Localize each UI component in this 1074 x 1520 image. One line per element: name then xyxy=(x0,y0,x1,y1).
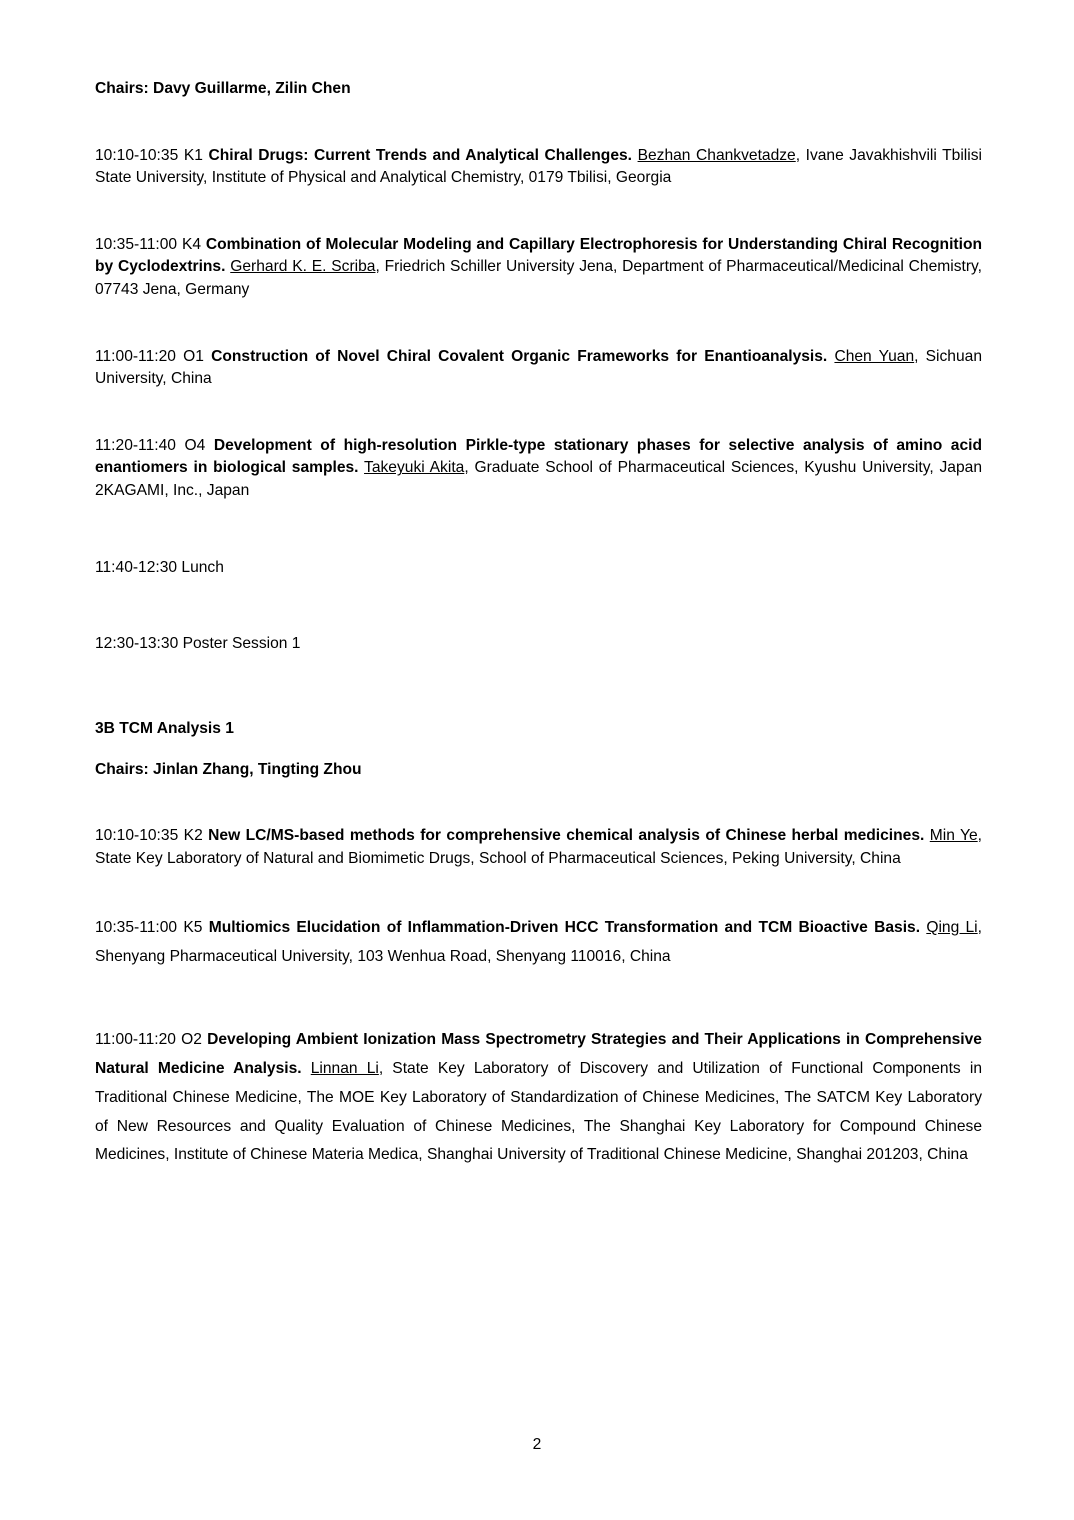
spacer xyxy=(95,781,982,825)
talk-affiliation: , Friedrich Schiller University Jena, Department of Pharmaceutical/Medicinal Chemistry, 07743 Jena, Germany xyxy=(95,258,982,299)
talk-title: Combination of Molecular Modeling and Capillary Electrophoresis for Understanding Chiral Recognition by Cyclodextrins. xyxy=(95,235,982,276)
talk-code: O4 xyxy=(184,436,206,454)
talk-affiliation: , Ivane Javakhishvili Tbilisi State University, Institute of Physical and Analytical Chemistry, 0179 Tbilisi, Georgia xyxy=(95,146,982,187)
talk-presenter: Min Ye xyxy=(929,827,978,845)
talk-affiliation: , State Key Laboratory of Natural and Biomimetic Drugs, School of Pharmaceutical Sciences, Peking University, China xyxy=(95,827,983,867)
talk-presenter: Chen Yuan xyxy=(834,347,915,365)
session-2-chairs: Chairs: Jinlan Zhang, Tingting Zhou xyxy=(95,760,362,778)
talk-time: 11:00-11:20 xyxy=(95,347,176,365)
talk-affiliation: , Shenyang Pharmaceutical University, 103 Wenhua Road, Shenyang 110016, China xyxy=(95,919,982,966)
talk-entry-k4 xyxy=(95,234,982,302)
spacer xyxy=(95,972,982,1016)
spacer xyxy=(95,190,982,234)
section-title-3b: 3B TCM Analysis 1 xyxy=(95,719,234,737)
talk-time: 11:20-11:40 xyxy=(95,436,176,454)
talk-time: 11:00-11:20 xyxy=(95,1031,176,1049)
talk-entry-k1 xyxy=(95,145,982,190)
spacer xyxy=(95,503,982,547)
talk-presenter: Linnan Li xyxy=(310,1059,379,1077)
spacer xyxy=(95,579,982,623)
talk-time: 10:10-10:35 xyxy=(95,827,179,845)
talk-presenter: Gerhard K. E. Scriba xyxy=(230,258,376,276)
talk-title: Developing Ambient Ionization Mass Spectrometry Strategies and Their Applications in Comprehensive Natural Medicine Analysis. xyxy=(95,1031,982,1077)
break-poster-session: 12:30-13:30 Poster Session 1 xyxy=(95,635,301,653)
talk-title: Chiral Drugs: Current Trends and Analytical Challenges. xyxy=(208,146,633,164)
talk-presenter: Takeyuki Akita xyxy=(364,459,465,477)
talk-entry-o4 xyxy=(95,435,982,503)
spacer xyxy=(95,741,982,759)
talk-title: Construction of Novel Chiral Covalent Organic Frameworks for Enantioanalysis. xyxy=(211,347,828,365)
spacer xyxy=(95,101,982,145)
talk-code: O1 xyxy=(183,347,204,365)
talk-title: New LC/MS-based methods for comprehensive chemical analysis of Chinese herbal medicines. xyxy=(208,827,925,845)
talk-entry-o2 xyxy=(95,1026,982,1170)
spacer xyxy=(95,547,982,557)
page-number: 2 xyxy=(532,1436,542,1453)
spacer xyxy=(95,870,982,914)
talk-affiliation: , Sichuan University, China xyxy=(95,347,982,388)
talk-title: Development of high-resolution Pirkle-type stationary phases for selective analysis of amino acid enantiomers in biological samples. xyxy=(95,436,982,477)
talk-time: 10:10-10:35 xyxy=(95,146,179,164)
talk-code: O2 xyxy=(181,1031,202,1049)
talk-title: Multiomics Elucidation of Inflammation-Driven HCC Transformation and TCM Bioactive Basis. xyxy=(208,919,921,937)
spacer xyxy=(95,700,982,718)
break-lunch: 11:40-12:30 Lunch xyxy=(95,558,224,576)
talk-code: K4 xyxy=(181,235,202,253)
spacer xyxy=(95,623,982,633)
talk-code: K1 xyxy=(183,146,203,164)
talk-entry-k2 xyxy=(95,825,982,870)
spacer xyxy=(95,1016,982,1026)
talk-code: K2 xyxy=(183,827,203,845)
spacer xyxy=(95,302,982,346)
talk-affiliation: , Graduate School of Pharmaceutical Sciences, Kyushu University, Japan 2KAGAMI, Inc., Japan xyxy=(95,459,982,500)
talk-presenter: Bezhan Chankvetadze xyxy=(637,146,796,164)
talk-time: 10:35-11:00 xyxy=(95,235,178,253)
talk-presenter: Qing Li xyxy=(926,919,978,937)
talk-entry-o1 xyxy=(95,346,982,391)
talk-affiliation: , State Key Laboratory of Discovery and Utilization of Functional Components in Traditional Chinese Medicine, The MOE Key Laboratory of Standardization of Chinese Medicines, The SATCM Key Laboratory of New Resources and Quality Evaluation of Chinese Medicines, The Shanghai Key Laboratory for Compound Chinese Medicines, Institute of Chinese Materia Medica, Shanghai University of Traditional Chinese Medicine, Shanghai 201203, China xyxy=(95,1059,982,1164)
spacer xyxy=(95,656,982,700)
talk-time: 10:35-11:00 xyxy=(95,919,178,937)
talk-code: K5 xyxy=(183,919,203,937)
talk-entry-k5 xyxy=(95,914,982,972)
spacer xyxy=(95,391,982,435)
session-1-chairs: Chairs: Davy Guillarme, Zilin Chen xyxy=(95,80,351,97)
